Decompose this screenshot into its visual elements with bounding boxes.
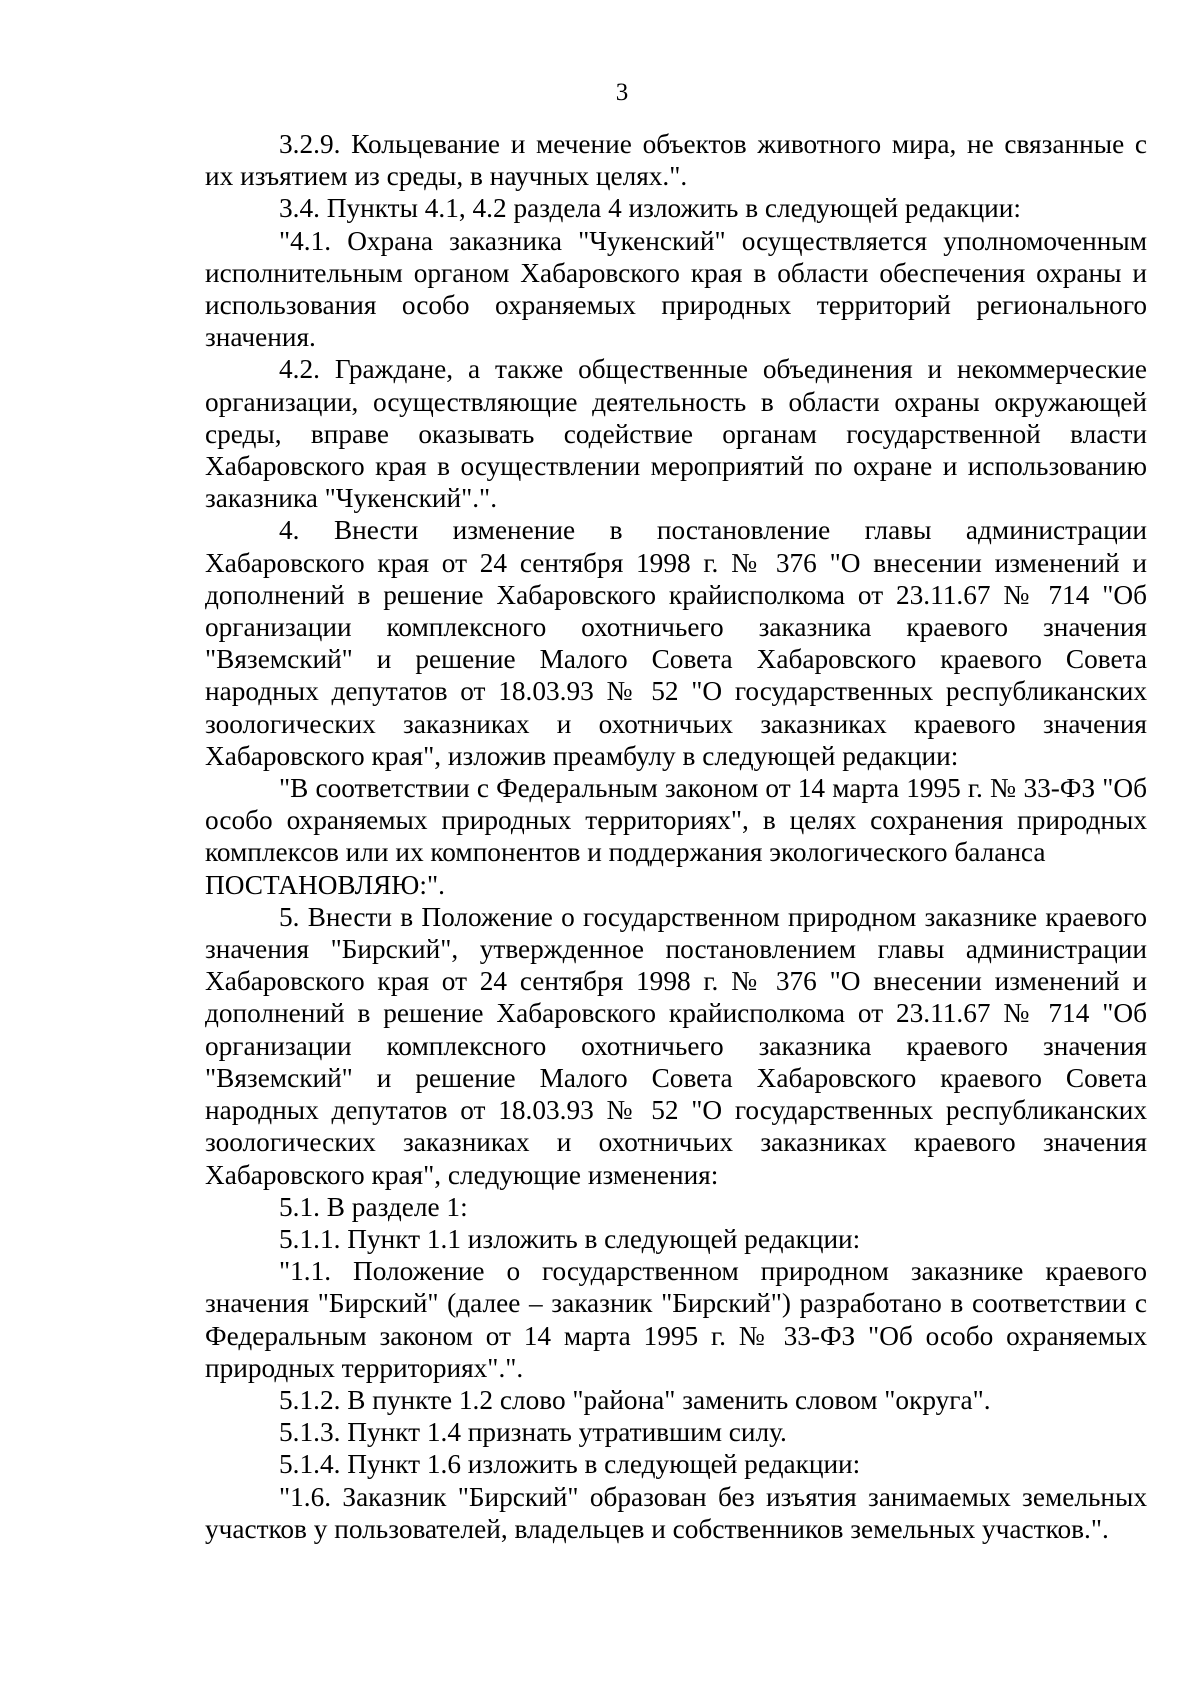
page-number: 3 (615, 79, 629, 106)
paragraph-5-1-2: 5.1.2. В пункте 1.2 слово "района" заменить словом "округа". (279, 1384, 991, 1415)
paragraph-item-4: 4. Внести изменение в постановление главы администрации Хабаровского края от 24 сентября 1998 г. № 376 "О внесении изменений и дополнений в решение Хабаровского крайисполкома от 23.11.67 № 714 "Об организации комплексного охотничьего заказника краевого значения "Вяземский" и решение Малого Совета Хабаровского краевого Совета народных депутатов от 18.03.93 № 52 "О государственных республиканских зоологических заказниках и охотничьих заказниках краевого значения Хабаровского края", изложив преамбулу в следующей редакции: (205, 515, 1147, 771)
paragraph-5-1-3: 5.1.3. Пункт 1.4 признать утратившим силу. (279, 1417, 787, 1448)
paragraph-3-4: 3.4. Пункты 4.1, 4.2 раздела 4 изложить в следующей редакции: (279, 193, 1021, 224)
paragraph-4-1-quote: "4.1. Охрана заказника "Чукенский" осуществляется уполномоченным исполнительным органом Хабаровского края в области обеспечения охраны и использования особо охраняемых природных территорий регионального значения. (205, 225, 1147, 353)
paragraph-3-2-9: 3.2.9. Кольцевание и мечение объектов животного мира, не связанные с их изъятием из среды, в научных целях.". (205, 129, 1147, 192)
paragraph-1-1-quote: "1.1. Положение о государственном природном заказнике краевого значения "Бирский" (далее – заказник "Бирский") разработано в соответствии с Федеральным законом от 14 марта 1995 г. № 33-ФЗ "Об особо охраняемых природных территориях".". (205, 1256, 1147, 1383)
paragraph-preamble-quote: "В соответствии с Федеральным законом от 14 марта 1995 г. № 33-ФЗ "Об особо охраняемых природных территориях", в целях сохранения природных комплексов или их компонентов и поддержания экологического баланса (205, 773, 1147, 868)
paragraph-5-1-1: 5.1.1. Пункт 1.1 изложить в следующей редакции: (279, 1223, 861, 1254)
paragraph-1-6-quote: "1.6. Заказник "Бирский" образован без изъятия занимаемых земельных участков у пользователей, владельцев и собственников земельных участков.". (205, 1481, 1147, 1544)
paragraph-postanovlyayu: ПОСТАНОВЛЯЮ:". (205, 869, 445, 900)
document-body (205, 128, 1147, 1545)
paragraph-5-1-4: 5.1.4. Пункт 1.6 изложить в следующей редакции: (279, 1449, 861, 1480)
paragraph-item-5: 5. Внести в Положение о государственном природном заказнике краевого значения "Бирский", утвержденное постановлением главы администрации Хабаровского края от 24 сентября 1998 г. № 376 "О внесении изменений и дополнений в решение Хабаровского крайисполкома от 23.11.67 № 714 "Об организации комплексного охотничьего заказника краевого значения "Вяземский" и решение Малого Совета Хабаровского краевого Совета народных депутатов от 18.03.93 № 52 "О государственных республиканских зоологических заказниках и охотничьих заказниках краевого значения Хабаровского края", следующие изменения: (205, 901, 1147, 1190)
paragraph-5-1: 5.1. В разделе 1: (279, 1191, 468, 1222)
paragraph-4-2-quote: 4.2. Граждане, а также общественные объединения и некоммерческие организации, осуществляющие деятельность в области охраны окружающей среды, вправе оказывать содействие органам государственной власти Хабаровского края в осуществлении мероприятий по охране и использованию заказника "Чукенский".". (205, 354, 1147, 514)
